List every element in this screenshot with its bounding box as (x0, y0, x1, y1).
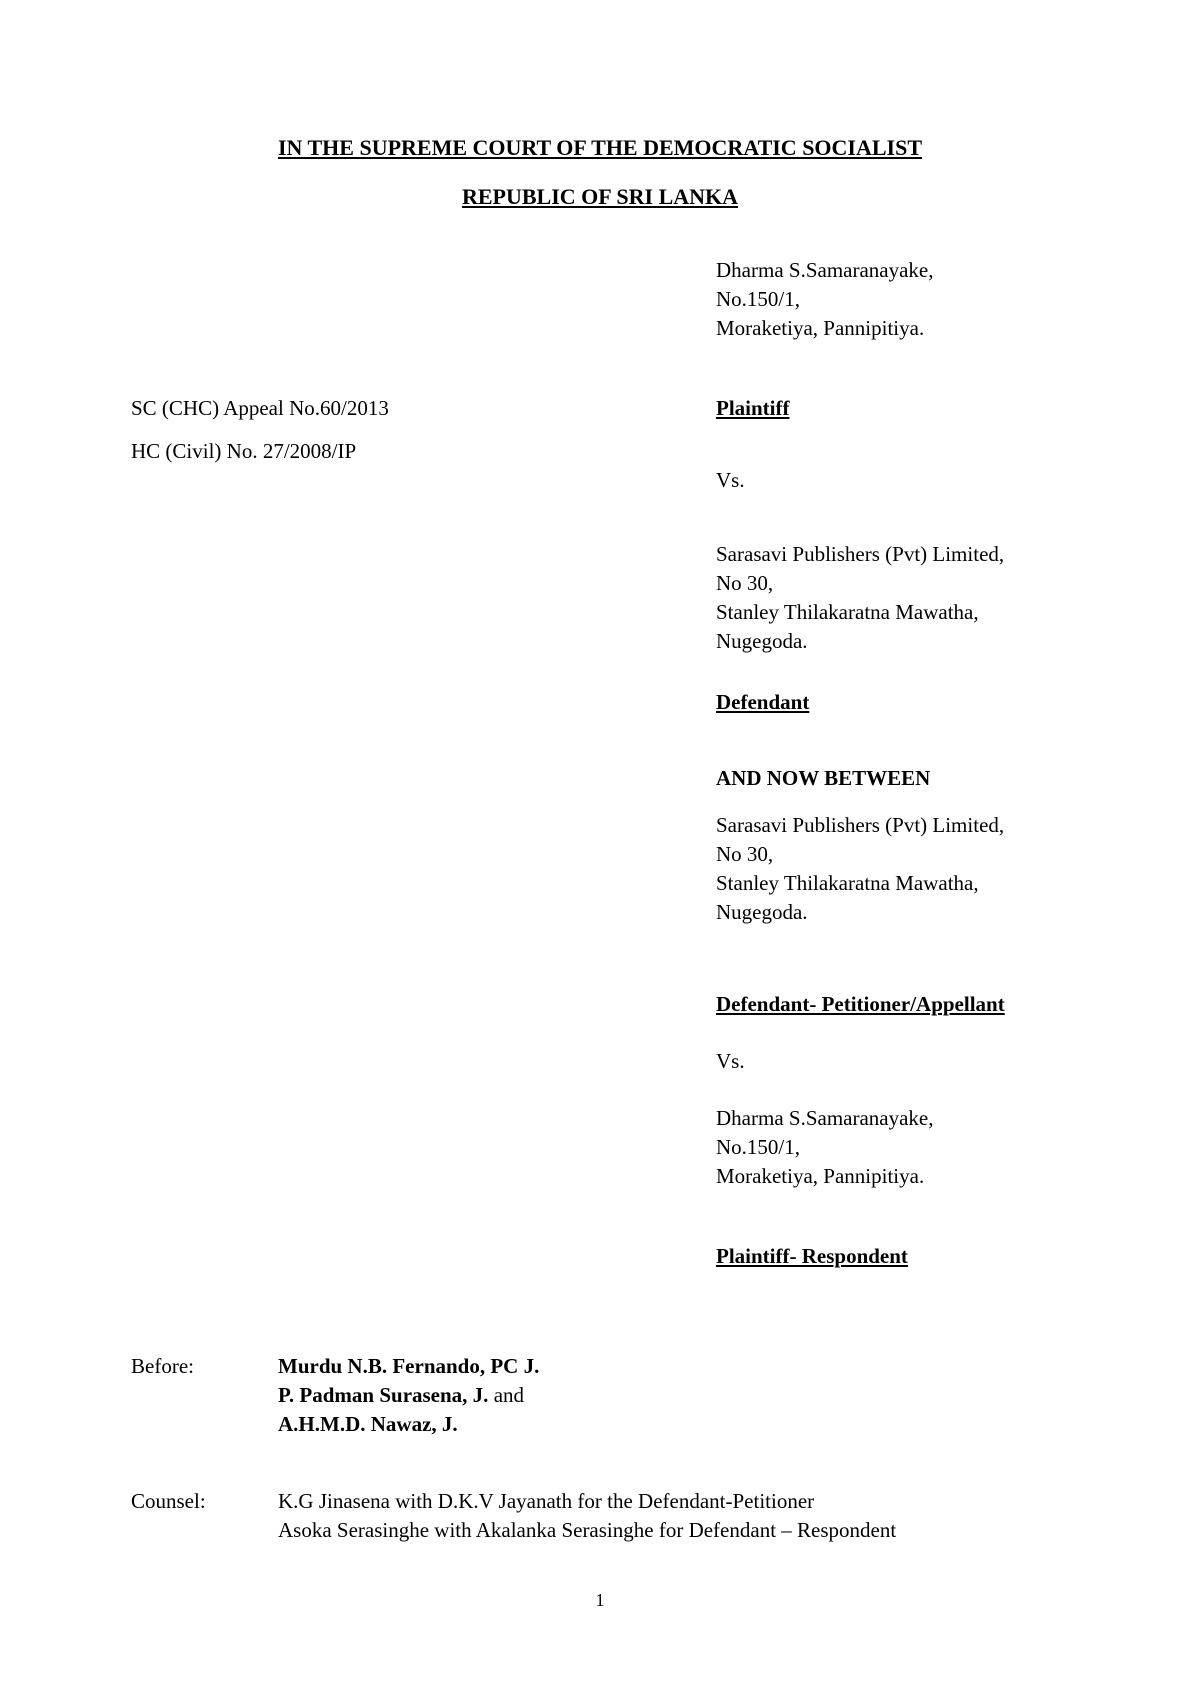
address-line: Nugegoda. (716, 629, 808, 653)
address-line: Sarasavi Publishers (Pvt) Limited, (716, 542, 1005, 566)
appeal-number: SC (CHC) Appeal No.60/2013 (131, 396, 389, 420)
court-title-line-2: REPUBLIC OF SRI LANKA (461, 184, 739, 209)
bench-judges (278, 1352, 539, 1439)
address-line: Moraketiya, Pannipitiya. (716, 1164, 925, 1188)
address-line: Dharma S.Samaranayake, (716, 1106, 934, 1130)
address-line: No.150/1, (716, 287, 800, 311)
judge-name: Murdu N.B. Fernando, PC J. (278, 1354, 540, 1378)
and-now-between: AND NOW BETWEEN (716, 766, 931, 790)
before-label: Before: (131, 1354, 194, 1378)
judge-name: P. Padman Surasena, J. (278, 1383, 489, 1407)
counsel-lines (278, 1487, 896, 1545)
respondent-label: Plaintiff- Respondent (716, 1244, 908, 1268)
counsel-line: Asoka Serasinghe with Akalanka Serasinghe for Defendant – Respondent (278, 1518, 897, 1542)
address-line: No 30, (716, 571, 774, 595)
defendant-label: Defendant (716, 690, 810, 714)
plaintiff-label: Plaintiff (716, 396, 790, 420)
address-line: Stanley Thilakaratna Mawatha, (716, 600, 979, 624)
address-line: Sarasavi Publishers (Pvt) Limited, (716, 813, 1005, 837)
judge-name: A.H.M.D. Nawaz, J. (278, 1412, 458, 1436)
appellant-address (716, 811, 1004, 927)
counsel-line: K.G Jinasena with D.K.V Jayanath for the Defendant-Petitioner (278, 1489, 815, 1513)
address-line: No.150/1, (716, 1135, 800, 1159)
judge-line (278, 1381, 539, 1410)
and-word: and (488, 1383, 525, 1407)
address-line: Dharma S.Samaranayake, (716, 258, 934, 282)
plaintiff-address (716, 256, 934, 343)
court-title-line-1: IN THE SUPREME COURT OF THE DEMOCRATIC SOCIALIST (277, 135, 923, 160)
page-number: 1 (595, 1590, 605, 1610)
versus-1: Vs. (716, 468, 745, 492)
address-line: Stanley Thilakaratna Mawatha, (716, 871, 979, 895)
versus-2: Vs. (716, 1049, 745, 1073)
address-line: Nugegoda. (716, 900, 808, 924)
respondent-address (716, 1104, 934, 1191)
address-line: Moraketiya, Pannipitiya. (716, 316, 925, 340)
defendant-address (716, 540, 1004, 656)
appellant-label: Defendant- Petitioner/Appellant (716, 992, 1005, 1016)
address-line: No 30, (716, 842, 774, 866)
counsel-label: Counsel: (131, 1489, 206, 1513)
hc-number: HC (Civil) No. 27/2008/IP (131, 439, 357, 463)
